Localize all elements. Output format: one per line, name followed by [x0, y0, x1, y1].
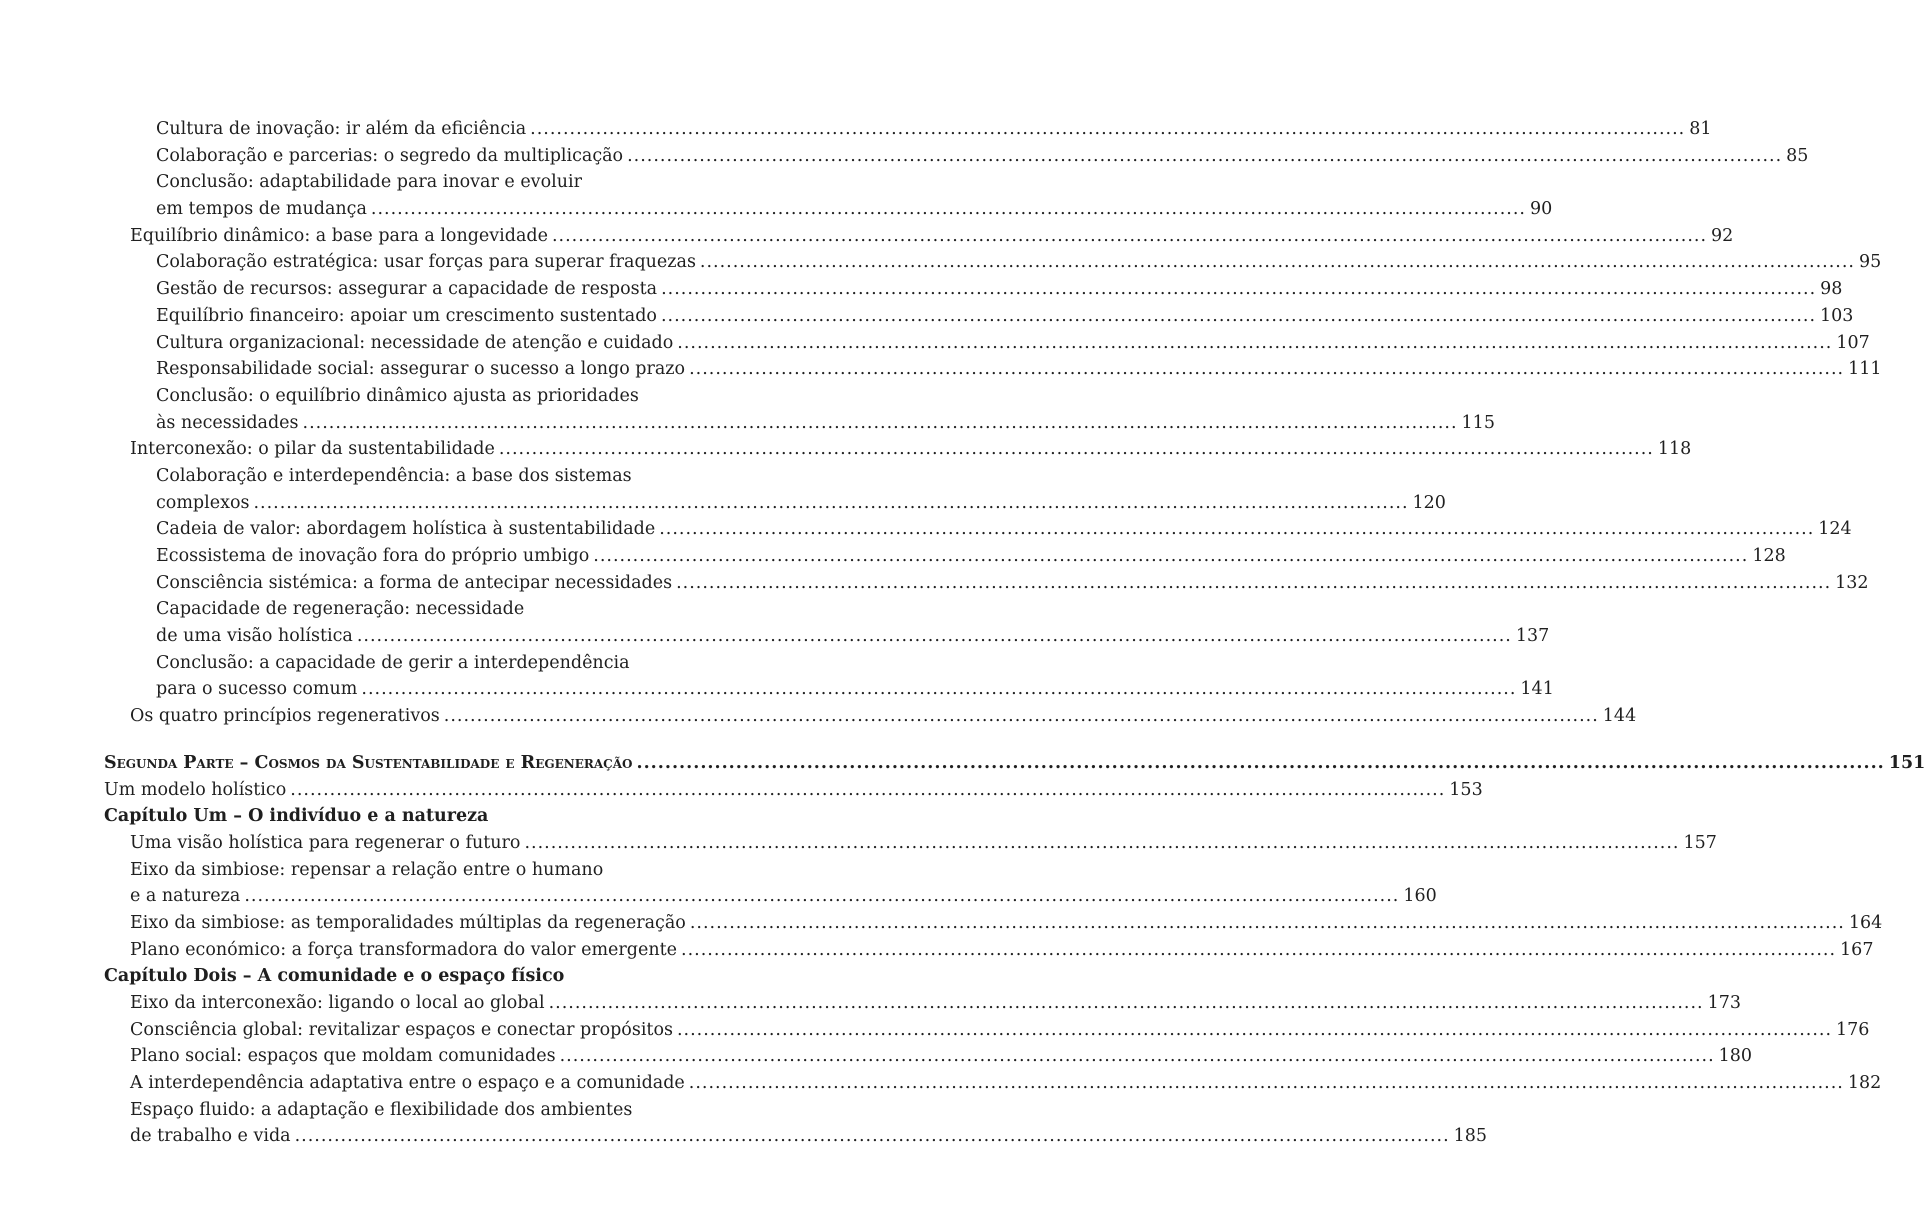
- dot-leader: [661, 303, 1816, 330]
- dot-leader: [361, 676, 1516, 703]
- toc-entry-label: Ecossistema de inovação fora do próprio umbigo: [156, 546, 590, 566]
- toc-entry: [104, 223, 1734, 250]
- toc-entry: [104, 676, 1554, 703]
- toc-entry: [104, 116, 1712, 143]
- toc-entry: [104, 803, 686, 830]
- toc-page-number: 90: [1529, 199, 1553, 220]
- toc-page-number: 173: [1707, 993, 1742, 1013]
- toc-entry: [104, 623, 1550, 650]
- toc-page-number: 81: [1689, 119, 1712, 139]
- dot-leader: [593, 543, 1748, 570]
- toc-entry-label: Capítulo Um – O indivíduo e a natureza: [104, 806, 489, 827]
- toc-entry-label: Cadeia de valor: abordagem holística à sustentabilidade: [156, 519, 656, 540]
- dot-leader: [303, 410, 1458, 437]
- toc-entry-label: às necessidades: [156, 412, 299, 433]
- toc-entry-title: Capacidade de regeneração: necessidade: [156, 599, 525, 620]
- toc-entry: [104, 777, 1483, 804]
- dot-leader: [253, 490, 1408, 517]
- dot-leader: [689, 1070, 1844, 1097]
- toc-entry-label: Segunda Parte – Cosmos da Sustentabilidade e Regeneração: [104, 752, 633, 773]
- toc-entry: [104, 963, 686, 990]
- toc-entry: [104, 410, 1495, 437]
- dot-leader: [689, 356, 1844, 383]
- toc-entry-label: em tempos de mudança: [156, 199, 367, 220]
- toc-entry-label: de trabalho e vida: [130, 1126, 291, 1147]
- section-gap: [104, 730, 686, 750]
- toc-entry-label: Um modelo holístico: [104, 779, 287, 800]
- toc-entry-label: Eixo da simbiose: as temporalidades múltiplas da regeneração: [130, 912, 686, 933]
- toc-entry-label: Responsabilidade social: assegurar o sucesso a longo prazo: [156, 359, 686, 380]
- dot-leader: [295, 1123, 1450, 1150]
- toc-page-number: 176: [1836, 1019, 1870, 1040]
- toc-page-number: 164: [1848, 912, 1883, 933]
- dot-leader: [357, 623, 1512, 650]
- toc-entry: [104, 543, 1786, 570]
- toc-entry-label: Os quatro princípios regenerativos: [130, 706, 440, 727]
- toc-entry-label: e a natureza: [130, 886, 241, 907]
- toc-page-number: 141: [1520, 679, 1554, 700]
- toc-page-number: 137: [1515, 626, 1550, 647]
- toc-page-number: 157: [1683, 832, 1717, 853]
- toc-page-number: 95: [1858, 252, 1882, 273]
- dot-leader: [676, 570, 1831, 597]
- dot-leader: [690, 910, 1845, 937]
- toc-entry: [104, 910, 1883, 937]
- dot-leader: [244, 883, 1399, 910]
- toc-entry-title: Colaboração e interdependência: a base dos sistemas: [156, 465, 632, 486]
- dot-leader: [627, 143, 1782, 170]
- toc-entry: [104, 830, 1717, 857]
- toc-entry: [104, 883, 1437, 910]
- dot-leader: [659, 516, 1814, 543]
- toc-page-number: 182: [1847, 1073, 1882, 1094]
- toc-entry: [104, 490, 1446, 517]
- toc-entry-label: Eixo da interconexão: ligando o local ao global: [130, 993, 545, 1013]
- dot-leader: [677, 1017, 1832, 1044]
- toc-page-number: 132: [1835, 572, 1869, 593]
- toc-entry-title: Conclusão: adaptabilidade para inovar e evoluir: [156, 172, 582, 193]
- toc-page-number: 153: [1449, 779, 1483, 800]
- toc-entry-label: Equilíbrio dinâmico: a base para a longevidade: [130, 225, 548, 246]
- toc-entry-label: Colaboração estratégica: usar forças para superar fraquezas: [156, 252, 696, 273]
- toc-entry-title: Espaço fluido: a adaptação e flexibilidade dos ambientes: [130, 1099, 633, 1120]
- toc-entry: [104, 143, 1809, 170]
- toc-page-number: 144: [1602, 706, 1637, 727]
- toc-entry-label: de uma visão holística: [156, 626, 353, 647]
- toc-entry-title: Conclusão: a capacidade de gerir a interdependência: [156, 652, 630, 673]
- toc-entry-title: Conclusão: o equilíbrio dinâmico ajusta as prioridades: [156, 385, 639, 406]
- dot-leader: [499, 436, 1654, 463]
- dot-leader: [524, 830, 1679, 857]
- toc-entry: [104, 750, 1925, 777]
- toc-entry: [104, 1017, 1870, 1044]
- toc-page-number: 160: [1403, 886, 1437, 907]
- toc-entry: [104, 937, 1874, 964]
- toc-page-number: 124: [1818, 519, 1852, 540]
- toc-entry: [104, 356, 1882, 383]
- toc-entry-label: Consciência global: revitalizar espaços e conectar propósitos: [130, 1019, 673, 1040]
- toc-entry-label: A interdependência adaptativa entre o espaço e a comunidade: [130, 1073, 685, 1094]
- dot-leader: [700, 249, 1855, 276]
- toc-entry-label: Uma visão holística para regenerar o futuro: [130, 832, 521, 853]
- toc-page-number: 85: [1786, 145, 1809, 166]
- toc-entry-label: Interconexão: o pilar da sustentabilidade: [130, 439, 495, 460]
- toc-page-number: 107: [1836, 332, 1870, 353]
- toc-entry-label: Plano social: espaços que moldam comunidades: [130, 1046, 556, 1067]
- toc-entry-label: Plano económico: a força transformadora do valor emergente: [130, 939, 677, 960]
- dot-leader: [530, 116, 1685, 143]
- dot-leader: [549, 990, 1704, 1017]
- toc-page-number: 98: [1820, 279, 1843, 300]
- dot-leader: [371, 196, 1526, 223]
- toc-entry: [104, 703, 1637, 730]
- toc-entry: [104, 570, 1869, 597]
- toc-page-number: 185: [1453, 1126, 1488, 1147]
- toc-entry-label: Consciência sistémica: a forma de antecipar necessidades: [156, 572, 673, 593]
- toc-entry-label: Equilíbrio financeiro: apoiar um crescimento sustentado: [156, 305, 657, 326]
- toc-entry: [104, 276, 1843, 303]
- toc-page-number: 118: [1657, 439, 1692, 460]
- toc-entry-label: Colaboração e parcerias: o segredo da multiplicação: [156, 145, 624, 166]
- dot-leader: [677, 330, 1832, 357]
- toc-page-number: 115: [1461, 412, 1495, 433]
- toc-entry-label: complexos: [156, 492, 250, 513]
- toc-entry-label: Gestão de recursos: assegurar a capacidade de resposta: [156, 279, 658, 300]
- toc-entry: [104, 990, 1742, 1017]
- dot-leader: [444, 703, 1599, 730]
- toc-page-number: 180: [1718, 1046, 1753, 1067]
- toc-page-number: 103: [1820, 305, 1854, 326]
- toc-page-number: 92: [1711, 225, 1734, 246]
- dot-leader: [636, 750, 1884, 777]
- dot-leader: [290, 777, 1445, 804]
- toc-entry: [104, 330, 1870, 357]
- toc-entry-title: Eixo da simbiose: repensar a relação entre o humano: [130, 859, 604, 880]
- toc-page-number: 128: [1752, 546, 1786, 566]
- toc-entry-label: Cultura organizacional: necessidade de atenção e cuidado: [156, 332, 674, 353]
- toc-page-number: 111: [1848, 359, 1882, 380]
- toc-page-number: 151: [1888, 752, 1925, 773]
- toc-page-number: 167: [1840, 939, 1874, 960]
- dot-leader: [552, 223, 1707, 250]
- toc-page-number: 120: [1412, 492, 1446, 513]
- toc-entry-label: Capítulo Dois – A comunidade e o espaço físico: [104, 966, 565, 987]
- dot-leader: [661, 276, 1816, 303]
- toc-entry: [104, 436, 1692, 463]
- toc-entry: [104, 249, 1882, 276]
- toc-entry-label: para o sucesso comum: [156, 679, 358, 700]
- toc-entry: [104, 1123, 1488, 1150]
- dot-leader: [560, 1043, 1715, 1070]
- toc-entry: [104, 1070, 1882, 1097]
- dot-leader: [681, 937, 1836, 964]
- toc-entry: [104, 1043, 1753, 1070]
- toc-entry: [104, 303, 1854, 330]
- toc-entry-label: Cultura de inovação: ir além da eficiência: [156, 119, 527, 139]
- toc-entry: [104, 516, 1852, 543]
- toc-entry: [104, 196, 1553, 223]
- table-of-contents: [104, 116, 1925, 1150]
